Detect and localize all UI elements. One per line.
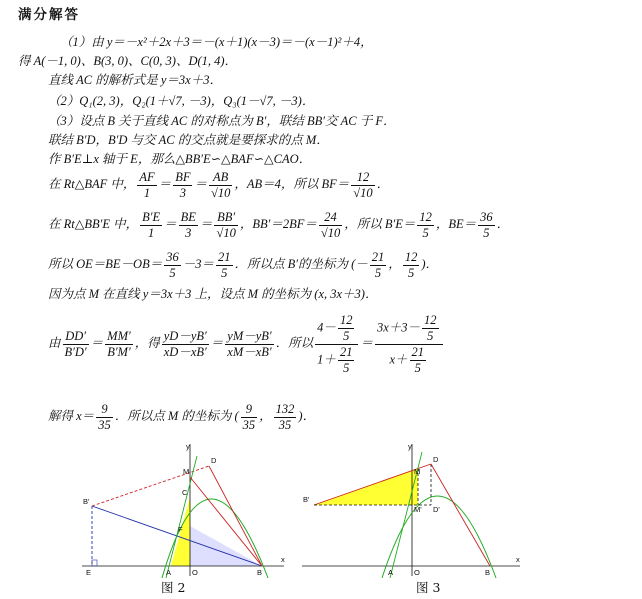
denominator: 5: [483, 225, 490, 240]
numerator: yM－yB′: [227, 328, 272, 343]
math-text: ．: [496, 217, 510, 231]
fraction: [173, 170, 192, 201]
denominator: √10: [320, 225, 341, 240]
numerator: yD－yB′: [163, 328, 207, 343]
numerator: 36: [480, 209, 493, 224]
solution-line-3: 直线 AC 的解析式是 y＝3x＋3．: [48, 73, 222, 87]
denominator: 5: [343, 328, 350, 343]
denominator: B′D′: [64, 344, 87, 359]
math-text: ，AB＝4，所以 BF＝: [234, 177, 350, 191]
math-line-oe: [48, 246, 438, 282]
denominator: 3: [179, 185, 186, 200]
math-line-baf: [48, 166, 389, 202]
label-x: x: [516, 555, 520, 564]
math-text: 在 Rt△BB′E 中，: [48, 217, 139, 231]
numerator: B′E: [142, 209, 161, 224]
line-db: [431, 464, 490, 566]
math-text: －3＝: [182, 257, 214, 271]
math-text: x＋: [389, 352, 408, 366]
label-f: F: [178, 525, 183, 534]
denominator: √10: [216, 225, 236, 240]
denominator: 1: [148, 225, 155, 240]
denominator: 1: [143, 185, 151, 200]
numerator: MM′: [107, 328, 131, 343]
equals: ＝: [158, 177, 172, 191]
numerator: AF: [139, 169, 155, 184]
numerator: 21: [371, 249, 385, 264]
fraction: [164, 250, 181, 281]
denominator: 5: [414, 360, 421, 375]
math-line-ratio: [48, 308, 445, 378]
equals: ＝: [90, 336, 104, 350]
denominator: 5: [343, 360, 350, 375]
big-denominator: [315, 345, 358, 376]
equals: ＝: [164, 217, 177, 231]
label-m: M: [183, 467, 190, 476]
label-m: M: [414, 467, 421, 476]
fraction: [319, 210, 342, 241]
math-line-m: 因为点 M 在直线 y＝3x＋3 上，设点 M 的坐标为 (x, 3x＋3)．: [48, 287, 378, 301]
fraction: [162, 329, 209, 360]
solution-line-7: 作 B′E⊥x 轴于 E，那么△BB′E∽△BAF∽△CAO．: [48, 152, 312, 166]
fraction: [422, 313, 439, 344]
equals: ＝: [210, 336, 224, 350]
label-a: A: [166, 568, 172, 577]
numerator: 12: [419, 209, 432, 224]
fraction: [140, 210, 162, 241]
numerator: 21: [339, 344, 353, 359]
numerator: DD′: [63, 329, 89, 345]
math-text: )．: [421, 257, 438, 271]
denominator: 5: [169, 265, 176, 280]
denominator: 5: [374, 265, 382, 280]
math-text: 所以 OE＝BE－OB＝: [48, 257, 163, 271]
solution-line-6: 联结 B′D，B′D 与交 AC 的交点就是要探求的点 M．: [48, 133, 329, 147]
numerator: 36: [166, 249, 179, 264]
line-b1d: [92, 466, 209, 506]
math-text: ．所以点 M 的坐标为 (: [114, 409, 239, 423]
numerator: 9: [96, 402, 113, 418]
math-text: ．所以点 B′的坐标为 (－: [234, 257, 368, 271]
denominator: B′M′: [107, 344, 131, 359]
numerator: BE: [180, 209, 196, 224]
numerator: 21: [411, 344, 425, 359]
fraction: [370, 250, 387, 281]
math-text: ，: [259, 409, 272, 423]
big-fraction-left: [315, 313, 358, 376]
numerator: 9: [241, 402, 258, 418]
fraction: [410, 345, 427, 376]
fraction: [338, 313, 355, 344]
math-text: 由: [48, 336, 61, 350]
denominator: 5: [407, 265, 415, 280]
denominator: √10: [210, 185, 231, 200]
label-b: B: [485, 568, 491, 577]
big-numerator: [375, 313, 443, 345]
label-y: y: [186, 442, 190, 451]
fraction: [137, 170, 156, 201]
fraction: [214, 210, 237, 241]
big-numerator: [315, 313, 358, 345]
denominator: 35: [242, 417, 256, 432]
big-fraction-right: [375, 313, 443, 376]
denominator: 3: [185, 225, 192, 240]
fraction: [338, 345, 355, 376]
fraction: [209, 170, 232, 201]
denominator: xM－xB′: [227, 344, 272, 359]
equals: ＝: [360, 336, 373, 350]
label-c: C: [182, 488, 188, 497]
label-x: x: [281, 555, 285, 564]
fraction: [96, 402, 113, 433]
fraction: [105, 329, 133, 360]
math-text: ，BB′＝2BF＝: [239, 217, 317, 231]
label-d: D: [211, 456, 217, 465]
fraction: [351, 170, 374, 201]
math-text: 在 Rt△BAF 中，: [48, 177, 136, 191]
math-text: 4－: [317, 320, 336, 334]
numerator: 12: [424, 312, 437, 327]
math-text: 解得 x＝: [48, 409, 95, 423]
math-text: ，: [388, 257, 401, 271]
math-line-bbe: [48, 206, 509, 242]
denominator: 5: [221, 265, 228, 280]
equals: ＝: [199, 217, 213, 231]
numerator: 24: [319, 210, 342, 226]
numerator: 12: [351, 170, 374, 186]
numerator: BF: [175, 169, 191, 184]
figure-2-caption: 图 2: [161, 580, 186, 595]
denominator: 35: [98, 417, 111, 432]
solution-line-1: （1）由 y＝－x²＋2x＋3＝－(x＋1)(x－3)＝－(x－1)²＋4，: [60, 35, 373, 49]
math-text: ，BE＝: [435, 217, 477, 231]
math-line-solve: [48, 398, 315, 434]
math-text: 3x＋3－: [376, 320, 421, 334]
fraction: [225, 329, 273, 360]
label-d-prime: D': [433, 505, 440, 514]
label-b-prime: B': [83, 497, 90, 506]
fraction: [179, 210, 198, 241]
fraction: [274, 402, 297, 433]
fraction: [216, 250, 233, 281]
numerator: BB′: [214, 210, 237, 226]
numerator: 12: [404, 249, 418, 264]
numerator: AB: [209, 170, 232, 186]
math-text: ，所以 B′E＝: [344, 217, 416, 231]
label-o: O: [414, 568, 420, 577]
solution-title: 满分解答: [18, 7, 80, 23]
solution-line-4: （2）Q₁(2, 3)，Q₂(1＋√7, －3)，Q₃(1－√7, －3)．: [48, 94, 315, 108]
solution-line-5: （3）设点 B 关于直线 AC 的对称点为 B′，联结 BB′交 AC 于 F．: [48, 114, 396, 128]
math-text: ．所以: [275, 336, 314, 350]
math-text: 1＋: [317, 352, 336, 366]
numerator: 132: [275, 401, 295, 416]
math-text: )．: [298, 409, 316, 423]
math-text: ．: [376, 177, 390, 191]
right-angle-mark: [92, 560, 97, 566]
fraction: [478, 210, 495, 241]
fraction: [417, 210, 434, 241]
fraction: [63, 329, 89, 360]
big-denominator: [375, 345, 443, 376]
label-e: E: [86, 568, 92, 577]
equals: ＝: [194, 177, 207, 191]
label-a: A: [388, 568, 394, 577]
label-o: O: [192, 568, 198, 577]
label-b: B: [257, 568, 263, 577]
fraction: [241, 402, 258, 433]
denominator: 5: [427, 328, 434, 343]
label-m-prime: M': [414, 505, 422, 514]
fraction: [403, 250, 420, 281]
denominator: 35: [278, 417, 292, 432]
denominator: 5: [422, 225, 429, 240]
label-b-prime: B': [303, 495, 310, 504]
label-d: D: [433, 455, 439, 464]
solution-line-2: 得 A(－1, 0)、B(3, 0)、C(0, 3)、D(1, 4)．: [18, 54, 238, 68]
figure-3-caption: 图 3: [416, 580, 441, 595]
math-text: ，得: [134, 336, 160, 350]
label-y: y: [408, 442, 412, 451]
figure-2: [78, 440, 290, 578]
denominator: xD－xB′: [163, 344, 207, 359]
numerator: 12: [339, 312, 353, 327]
numerator: 21: [218, 249, 231, 264]
figure-3: [300, 440, 525, 578]
denominator: √10: [353, 185, 373, 200]
